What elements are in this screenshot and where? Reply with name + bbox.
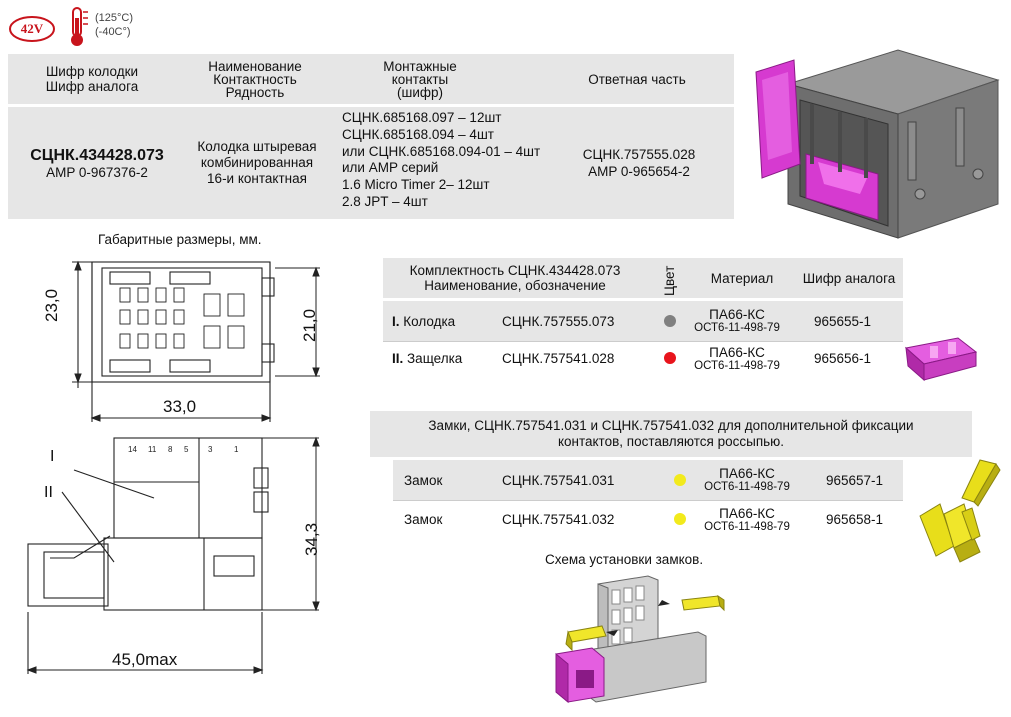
kit-row-2-color-dot [664, 352, 676, 364]
kit-row-1-analog: 965655-1 [814, 314, 872, 329]
locks-row-1-analog: 965657-1 [826, 473, 884, 488]
dim-side-width: 45,0max [112, 650, 178, 669]
locks-row-1-name: Замок [404, 473, 443, 488]
kit-row-2-name: Защелка [407, 351, 463, 366]
row-name-line2: комбинированная [200, 155, 314, 170]
kit-row-2-code: СЦНК.757541.028 [502, 351, 615, 366]
lock-032-image [914, 496, 994, 566]
kit-row-1-name: Колодка [403, 314, 456, 329]
kit-header-color: Цвет [662, 265, 677, 296]
dim-height-left: 23,0 [42, 288, 61, 322]
install-scheme-image [548, 570, 738, 710]
row-contacts-line5: 1.6 Micro Timer 2– 12шт [342, 177, 490, 193]
locks-header-line1: Замки, СЦНК.757541.031 и СЦНК.757541.032 для дополнительной фиксации [428, 418, 914, 433]
header-mating [572, 54, 702, 104]
header-code-line1: Шифр колодки [45, 64, 139, 79]
row-name-line1: Колодка штыревая [197, 139, 317, 154]
label-I: I [50, 448, 55, 465]
pin-number-5: 5 [184, 445, 189, 454]
kit-row-2-num: II. [392, 351, 404, 366]
kit-header-material: Материал [710, 270, 774, 286]
voltage-label: 42V [20, 21, 44, 36]
locks-row-2-standard: ОСТ6-11-498-79 [704, 521, 790, 533]
header-name-line3: Рядность [225, 84, 285, 100]
kit-row-2-material-name: ПА66-КС [709, 345, 765, 360]
row-contacts [342, 110, 572, 211]
kit-row-1-color-dot [664, 315, 676, 327]
kit-row-2-material [678, 340, 796, 378]
row-analog-value: AMP 0-967376-2 [46, 165, 148, 180]
temp-high: (125°C) [95, 12, 134, 24]
header-contacts [340, 54, 500, 104]
dimensions-title: Габаритные размеры, мм. [98, 232, 262, 247]
locks-row-2-color-dot [674, 513, 686, 525]
pin-number-8: 8 [168, 445, 173, 454]
connector-3d-image [748, 44, 1004, 240]
header-contacts-line3: (шифр) [397, 84, 443, 100]
locks-row-2-material-name: ПА66-КС [719, 506, 775, 521]
row-name-line3: 16-и контактная [207, 171, 307, 186]
locks-row-2-code: СЦНК.757541.032 [502, 512, 615, 527]
header-name-line1: Наименование [208, 58, 302, 74]
kit-row-1-material [678, 301, 796, 341]
install-scheme-title: Схема установки замков. [545, 552, 704, 567]
kit-row-1 [392, 314, 455, 329]
pin-number-3: 3 [208, 445, 213, 454]
header-mating-label: Ответная часть [588, 71, 686, 87]
locks-row-1-material-name: ПА66-КС [719, 466, 775, 481]
row-contacts-line3: или СЦНК.685168.094-01 – 4шт [342, 143, 541, 159]
locks-header-line2: контактов, поставляются россыпью. [557, 434, 785, 449]
row-name [182, 107, 332, 219]
temp-low: (-40C°) [95, 26, 131, 38]
row-contacts-line4: или AMP серий [342, 160, 439, 176]
locks-row-1-color-dot [674, 474, 686, 486]
kit-header-title [386, 258, 644, 298]
header-code [12, 54, 172, 104]
row-mating-line1: СЦНК.757555.028 [582, 147, 696, 162]
side-view-drawing [14, 432, 344, 682]
locks-row-2-material [688, 500, 806, 540]
header-contacts-line2: контакты [391, 71, 449, 87]
header-contacts-line1: Монтажные [383, 58, 457, 74]
dim-height-right: 21,0 [300, 308, 319, 342]
header-name [180, 54, 330, 104]
kit-row-1-standard: ОСТ6-11-498-79 [694, 322, 780, 334]
locks-header [370, 411, 972, 457]
locks-row-2-analog: 965658-1 [826, 512, 884, 527]
latch-image [900, 334, 980, 384]
kit-row-divider [383, 341, 903, 342]
kit-row-2 [392, 351, 462, 366]
voltage-badge [8, 14, 56, 44]
kit-header-line2: Наименование, обозначение [424, 278, 606, 293]
kit-header-line1: Комплектность СЦНК.434428.073 [409, 263, 621, 278]
row-code [12, 107, 182, 219]
row-contacts-line6: 2.8 JPT – 4шт [342, 193, 428, 209]
row-contacts-line2: СЦНК.685168.094 – 4шт [342, 126, 494, 142]
kit-row-2-standard: ОСТ6-11-498-79 [694, 360, 780, 372]
locks-row-2-name: Замок [404, 512, 443, 527]
dim-side-height: 34,3 [302, 522, 321, 556]
pin-number-1: 1 [234, 445, 239, 454]
kit-row-2-analog: 965656-1 [814, 351, 872, 366]
header-code-line2: Шифр аналога [45, 79, 139, 94]
kit-row-1-num: I. [392, 314, 400, 329]
thermometer-icon [62, 4, 92, 48]
dim-width: 33,0 [163, 397, 197, 416]
row-contacts-line1: СЦНК.685168.097 – 12шт [342, 110, 502, 125]
row-mating [572, 107, 706, 219]
kit-header-analog: Шифр аналога [802, 270, 896, 286]
row-mating-line2: AMP 0-965654-2 [588, 164, 690, 179]
locks-row-1-material [688, 460, 806, 500]
pin-number-11: 11 [148, 445, 157, 454]
locks-row-divider [393, 500, 903, 501]
locks-row-1-code: СЦНК.757541.031 [502, 473, 615, 488]
kit-row-1-code: СЦНК.757555.073 [502, 314, 615, 329]
locks-row-1-standard: ОСТ6-11-498-79 [704, 481, 790, 493]
row-code-value: СЦНК.434428.073 [30, 147, 164, 164]
header-name-line2: Контактность [213, 71, 297, 87]
pin-number-14: 14 [128, 445, 137, 454]
label-II: II [44, 484, 53, 501]
kit-row-1-material-name: ПА66-КС [709, 307, 765, 322]
